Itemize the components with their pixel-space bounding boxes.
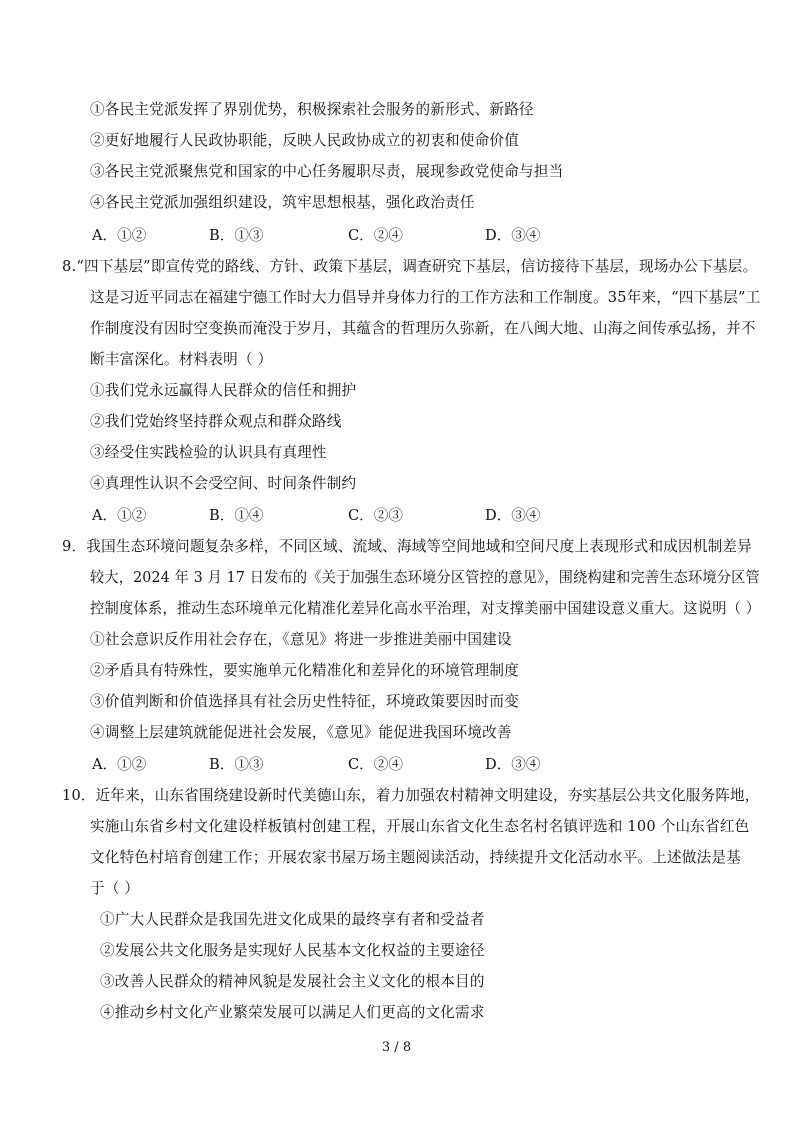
q8-stem-line-1: 8.“四下基层”即宣传党的路线、方针、政策下基层，调查研究下基层，信访接待下基层，现场办公下基层。 [62, 258, 758, 275]
q8-choice-d[interactable]: D．③④ [485, 507, 541, 524]
q9-choice-a[interactable]: A．①② [92, 756, 147, 773]
q9-option-3: ③价值判断和价值选择具有社会历史性特征，环境政策要因时而变 [90, 693, 520, 710]
q7-option-1: ①各民主党派发挥了界别优势，积极探索社会服务的新形式、新路径 [90, 101, 534, 118]
q8-option-2: ②我们党始终坚持群众观点和群众路线 [90, 413, 342, 430]
q7-choice-b[interactable]: B．①③ [209, 227, 264, 244]
q10-option-2: ②发展公共文化服务是实现好人民基本文化权益的主要途径 [100, 942, 485, 959]
q8-stem-line-3: 作制度没有因时空变换而淹没于岁月，其蕴含的哲理历久弥新，在八闽大地、山海之间传承弘扬，并不 [90, 320, 756, 337]
q10-stem-line-4: 于（ ） [90, 880, 140, 897]
q10-stem-line-1: 10．近年来，山东省围绕建设新时代美德山东，着力加强农村精神文明建设，夯实基层公共文化服务阵地， [62, 787, 760, 804]
q7-choice-d[interactable]: D．③④ [485, 227, 541, 244]
q8-choice-b[interactable]: B．①④ [209, 507, 264, 524]
q9-stem-line-3: 控制度体系，推动生态环境单元化精准化差异化高水平治理，对支撑美丽中国建设意义重大。这说明（ ） [90, 600, 761, 617]
q10-option-1: ①广大人民群众是我国先进文化成果的最终享有者和受益者 [100, 911, 485, 928]
q7-answer-choices [92, 226, 692, 246]
q8-stem-line-2: 这是习近平同志在福建宁德工作时大力倡导并身体力行的工作方法和工作制度。35年来，“四下基层”工 [90, 289, 761, 306]
q9-answer-choices [92, 755, 692, 775]
q8-stem-line-4: 断丰富深化。材料表明（ ） [90, 351, 273, 368]
q10-option-3: ③改善人民群众的精神风貌是发展社会主义文化的根本目的 [100, 973, 485, 990]
q8-option-1: ①我们党永远赢得人民群众的信任和拥护 [90, 382, 357, 399]
q9-stem-line-2: 较大，2024 年 3 月 17 日发布的《关于加强生态环境分区管控的意见》，围绕构建和完善生态环境分区管 [90, 569, 760, 586]
q7-option-2: ②更好地履行人民政协职能，反映人民政协成立的初衷和使命价值 [90, 132, 520, 149]
q8-answer-choices [92, 506, 692, 526]
q10-stem-line-2: 实施山东省乡村文化建设样板镇村创建工程，开展山东省文化生态名村名镇评选和 100 个山东省红色 [90, 818, 750, 835]
q8-choice-a[interactable]: A．①② [92, 507, 147, 524]
q9-choice-d[interactable]: D．③④ [485, 756, 541, 773]
q8-choice-c[interactable]: C．②③ [348, 507, 403, 524]
q7-choice-c[interactable]: C．②④ [348, 227, 403, 244]
q8-option-3: ③经受住实践检验的认识具有真理性 [90, 444, 327, 461]
q9-option-4: ④调整上层建筑就能促进社会发展，《意见》能促进我国环境改善 [90, 724, 512, 741]
q9-choice-c[interactable]: C．②④ [348, 756, 403, 773]
q7-option-4: ④各民主党派加强组织建设，筑牢思想根基，强化政治责任 [90, 194, 475, 211]
q7-option-3: ③各民主党派聚焦党和国家的中心任务履职尽责，展现参政党使命与担当 [90, 163, 564, 180]
q9-option-2: ②矛盾具有特殊性，要实施单元化精准化和差异化的环境管理制度 [90, 662, 520, 679]
q10-stem-line-3: 文化特色村培育创建工作；开展农家书屋万场主题阅读活动，持续提升文化活动水平。上述做法是基 [90, 849, 741, 866]
page-number: 3 / 8 [381, 1040, 412, 1055]
q9-option-1: ①社会意识反作用社会存在，《意见》将进一步推进美丽中国建设 [90, 631, 512, 648]
q9-stem-line-1: 9．我国生态环境问题复杂多样，不同区域、流域、海域等空间地域和空间尺度上表现形式和成因机制差异 [62, 538, 753, 555]
q10-option-4: ④推动乡村文化产业繁荣发展可以满足人们更高的文化需求 [100, 1004, 485, 1021]
q7-choice-a[interactable]: A．①② [92, 227, 147, 244]
q8-option-4: ④真理性认识不会受空间、时间条件制约 [90, 475, 357, 492]
q9-choice-b[interactable]: B．①③ [209, 756, 264, 773]
